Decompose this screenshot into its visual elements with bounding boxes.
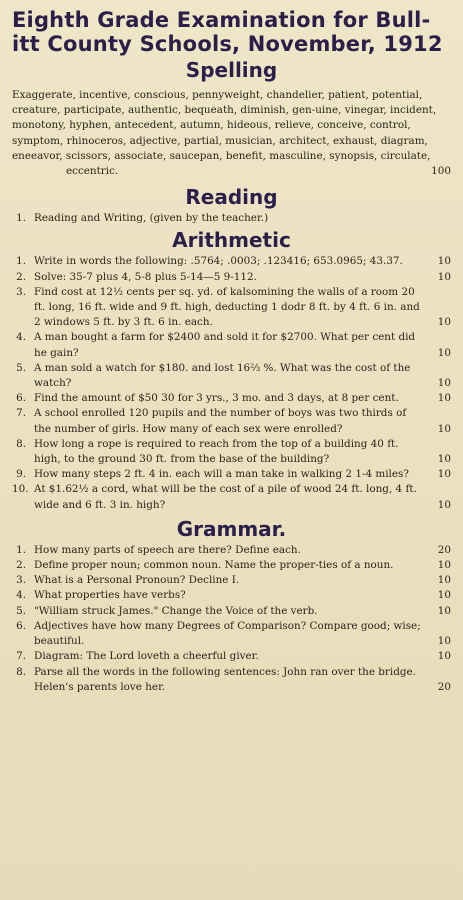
question-points: 10	[437, 468, 451, 481]
question-points: 10	[437, 346, 451, 359]
question-number: 2.	[16, 270, 26, 283]
reading-section	[12, 185, 451, 226]
question-points: 10	[437, 574, 451, 587]
question-number: 4.	[16, 331, 26, 344]
question-number: 8.	[16, 665, 26, 678]
question-item	[12, 254, 451, 269]
reading-heading: Reading	[185, 185, 278, 210]
spelling-heading: Spelling	[185, 58, 278, 82]
reading-item-text: Reading and Writing, (given by the teacher.)	[34, 212, 269, 225]
spelling-section	[12, 58, 451, 179]
question-number: 7.	[16, 650, 26, 663]
question-number: 5.	[16, 604, 26, 617]
question-points: 10	[437, 604, 451, 617]
question-points: 10	[437, 635, 451, 648]
grammar-heading: Grammar.	[176, 516, 287, 541]
question-text: How many steps 2 ft. 4 in. each will a man take in walking 2 1-4 miles?	[34, 468, 409, 481]
arithmetic-section	[12, 228, 451, 512]
question-item	[12, 285, 451, 331]
title-line-1: Eighth Grade Examination for Bull-	[12, 8, 431, 32]
question-points: 10	[437, 422, 451, 435]
question-item	[12, 270, 451, 285]
question-item	[12, 649, 451, 664]
question-item	[12, 665, 451, 695]
question-item	[12, 619, 451, 649]
question-number: 6.	[16, 392, 26, 405]
question-points: 10	[437, 453, 451, 466]
question-item	[12, 573, 451, 588]
question-item	[12, 406, 451, 436]
question-item	[12, 482, 451, 512]
question-number: 3.	[16, 574, 26, 587]
question-item	[12, 361, 451, 391]
arithmetic-heading: Arithmetic	[172, 228, 291, 253]
document-title	[12, 8, 451, 56]
question-number: 10.	[12, 483, 29, 496]
question-text: How many parts of speech are there? Define each.	[34, 543, 301, 556]
question-text: Write in words the following: .5764; .0003; .123416; 653.0965; 43.37.	[34, 255, 403, 268]
reading-item-number: 1.	[16, 212, 26, 225]
question-points: 10	[437, 316, 451, 329]
question-text: "William struck James." Change the Voice of the verb.	[34, 604, 318, 617]
question-item	[12, 467, 451, 482]
question-number: 9.	[16, 468, 26, 481]
question-text: A school enrolled 120 pupils and the number of boys was two thirds of the number of girls. How many of each sex were enrolled?	[34, 407, 407, 435]
question-number: 4.	[16, 589, 26, 602]
reading-item	[12, 211, 451, 226]
question-points: 10	[437, 650, 451, 663]
question-number: 8.	[16, 437, 26, 450]
question-points: 20	[437, 543, 451, 556]
question-number: 5.	[16, 361, 26, 374]
question-item	[12, 543, 451, 558]
question-number: 1.	[16, 543, 26, 556]
question-text: A man bought a farm for $2400 and sold it for $2700. What per cent did he gain?	[34, 331, 416, 359]
question-points: 10	[437, 589, 451, 602]
question-item	[12, 437, 451, 467]
question-text: Solve: 35-7 plus 4, 5-8 plus 5-14—5 9-112.	[34, 270, 257, 283]
grammar-list	[12, 543, 451, 695]
question-number: 7.	[16, 407, 26, 420]
arithmetic-list	[12, 254, 451, 512]
question-text: Adjectives have how many Degrees of Comparison? Compare good; wise; beautiful.	[34, 619, 421, 648]
question-text: How long a rope is required to reach from the top of a building 40 ft. high, to the ground 30 ft. from the base of the building?	[34, 437, 399, 466]
grammar-section	[12, 517, 451, 695]
question-number: 2.	[16, 559, 26, 572]
question-text: Diagram: The Lord loveth a cheerful giver.	[34, 650, 259, 663]
question-points: 10	[437, 255, 451, 268]
question-number: 6.	[16, 619, 26, 632]
spelling-words: Exaggerate, incentive, conscious, pennyweight, chandelier, patient, potential, creature, participate, authentic, bequeath, diminish, gen-uine, vinegar, incident, monotony, hyphen, antecedent, autumn, hideous, relieve, conceive, control, symptom, rhinoceros, adjective, partial, musician, architect, exhaust, diagram, eneeavor, scissors, associate, saucepan, benefit, masculine, synopsis, circulate,	[12, 89, 437, 162]
question-points: 10	[437, 498, 451, 511]
spelling-last-word: eccentric.	[66, 165, 119, 178]
question-item	[12, 588, 451, 603]
question-points: 10	[437, 377, 451, 390]
question-points: 20	[437, 680, 451, 693]
question-item	[12, 604, 451, 619]
question-text: What is a Personal Pronoun? Decline I.	[34, 574, 240, 587]
spelling-last-line	[12, 164, 451, 179]
question-points: 10	[437, 270, 451, 283]
question-points: 10	[437, 392, 451, 405]
question-text: Define proper noun; common noun. Name the proper-ties of a noun.	[34, 559, 394, 572]
question-text: Find the amount of $50 30 for 3 yrs., 3 mo. and 3 days, at 8 per cent.	[34, 392, 399, 405]
question-text: Find cost at 12½ cents per sq. yd. of kalsomining the walls of a room 20 ft. long, 16 ft. wide and 9 ft. high, deducting 1 dodr 8 ft. by 4 ft. 6 in. and 2 windows 5 ft. by 3 ft. 6 in. each.	[34, 285, 420, 329]
question-text: At $1.62½ a cord, what will be the cost of a pile of wood 24 ft. long, 4 ft. wide and 6 ft. 3 in. high?	[34, 483, 417, 511]
question-number: 3.	[16, 285, 26, 298]
question-text: Parse all the words in the following sentences: John ran over the bridge. Helen's parents love her.	[34, 665, 416, 693]
question-item	[12, 558, 451, 573]
question-number: 1.	[16, 255, 26, 268]
question-item	[12, 330, 451, 360]
title-line-2: itt County Schools, November, 1912	[12, 32, 443, 56]
question-text: What properties have verbs?	[34, 589, 186, 602]
question-text: A man sold a watch for $180. and lost 16⅔ %. What was the cost of the watch?	[34, 361, 411, 390]
question-item	[12, 391, 451, 406]
question-points: 10	[437, 559, 451, 572]
spelling-points: 100	[431, 165, 451, 178]
